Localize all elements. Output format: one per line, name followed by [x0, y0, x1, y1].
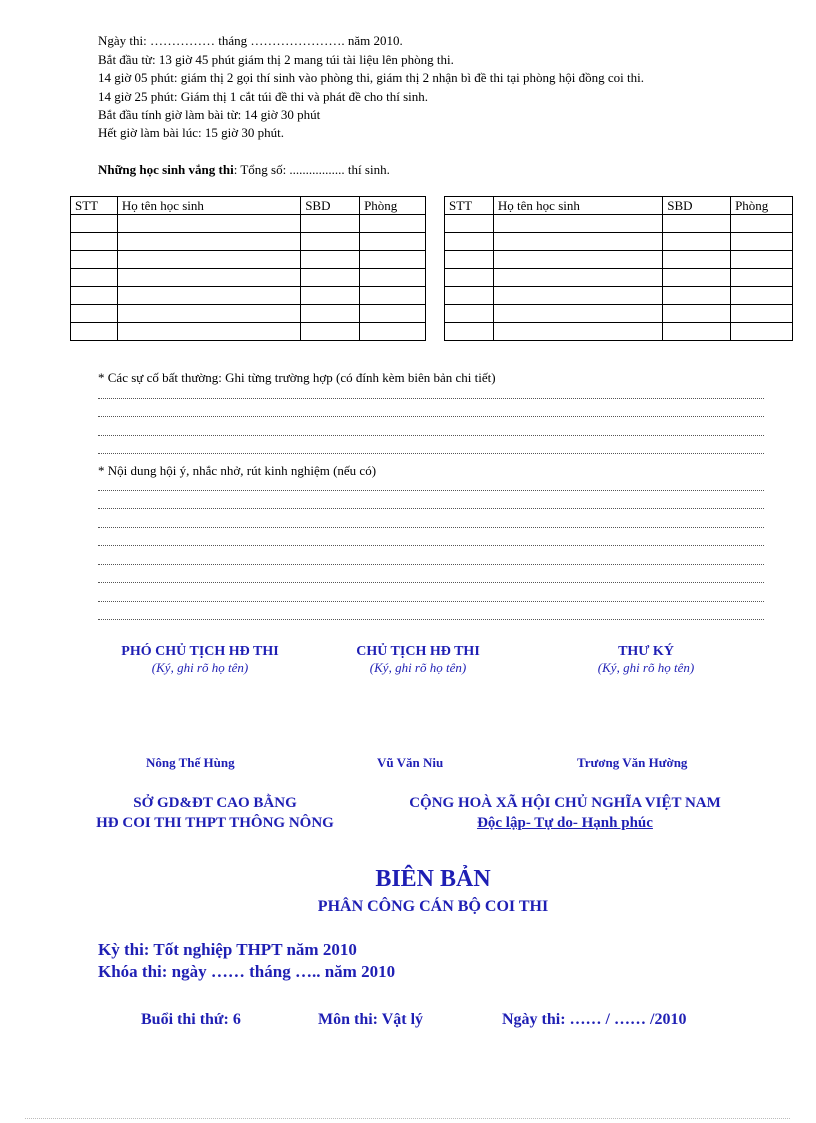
national-motto — [370, 815, 760, 832]
dotted-line — [98, 508, 764, 509]
absent-label: Những học sinh vắng thi — [98, 162, 234, 177]
table-row — [71, 287, 426, 305]
table-row — [445, 269, 793, 287]
signer-name: Trương Văn Hường — [577, 755, 688, 770]
table-row — [445, 287, 793, 305]
dotted-line — [98, 453, 764, 454]
dotted-line — [98, 619, 764, 620]
signature-instruction: (Ký, ghi rõ họ tên) — [597, 660, 695, 675]
table-row — [71, 305, 426, 323]
exam-session: Buổi thi thứ: 6 — [141, 1011, 241, 1028]
table-row — [71, 323, 426, 341]
table-row — [445, 215, 793, 233]
signature-chair — [318, 644, 518, 676]
page-break — [25, 1118, 790, 1119]
council-name: HĐ COI THI THPT THÔNG NÔNG — [96, 815, 334, 831]
col-name: Họ tên học sinh — [117, 197, 300, 215]
col-room: Phòng — [731, 197, 793, 215]
distribute-exam-line: 14 giờ 25 phút: Giám thị 1 cắt túi đề thi và phát đề cho thí sinh. — [98, 89, 429, 104]
signature-instruction: (Ký, ghi rõ họ tên) — [151, 660, 249, 675]
signature-title: THƯ KÝ — [618, 644, 674, 659]
dotted-line — [98, 545, 764, 546]
col-sbd: SBD — [301, 197, 360, 215]
table-row — [445, 323, 793, 341]
review-label: * Nội dung hội ý, nhắc nhở, rút kinh nghiệm (nếu có) — [98, 463, 377, 478]
table-row — [71, 269, 426, 287]
col-stt: STT — [445, 197, 494, 215]
dotted-line — [98, 564, 764, 565]
dotted-line — [98, 435, 764, 436]
document-subtitle: PHÂN CÔNG CÁN BỘ COI THI — [317, 898, 549, 915]
table-row — [71, 251, 426, 269]
col-stt: STT — [71, 197, 118, 215]
dotted-line — [98, 398, 764, 399]
dotted-line — [98, 582, 764, 583]
motto-text: Độc lập- Tự do- Hạnh phúc — [477, 815, 653, 831]
dotted-line — [98, 601, 764, 602]
table-row — [445, 251, 793, 269]
table-header-row — [71, 197, 426, 215]
exam-course: Khóa thi: ngày …… tháng ….. năm 2010 — [98, 962, 396, 981]
call-students-line: 14 giờ 05 phút: giám thị 2 gọi thí sinh vào phòng thi, giám thị 2 nhận bì đề thi tại phòng hội đồng coi thi. — [98, 70, 644, 85]
table-header-row — [445, 197, 793, 215]
signature-vice-chair — [90, 644, 310, 676]
absent-line — [98, 160, 390, 179]
col-room: Phòng — [360, 197, 426, 215]
col-name: Họ tên học sinh — [493, 197, 662, 215]
national-title: CỘNG HOÀ XÃ HỘI CHỦ NGHĨA VIỆT NAM — [409, 795, 721, 811]
exam-date-line: Ngày thi: …………… tháng …………………. năm 2010. — [98, 33, 403, 48]
exam-subject: Môn thi: Vật lý — [318, 1011, 424, 1028]
signer-name: Nông Thế Hùng — [146, 755, 235, 770]
absent-table-right — [444, 196, 793, 341]
absent-table-left — [70, 196, 426, 341]
timing-end-line: Hết giờ làm bài lúc: 15 giờ 30 phút. — [98, 125, 284, 140]
table-row — [71, 233, 426, 251]
dotted-line — [98, 490, 764, 491]
signature-title: CHỦ TỊCH HĐ THI — [356, 644, 480, 659]
timing-start-line: Bắt đầu tính giờ làm bài từ: 14 giờ 30 phút — [98, 107, 321, 122]
exam-name: Kỳ thi: Tốt nghiệp THPT năm 2010 — [98, 940, 357, 959]
col-sbd: SBD — [663, 197, 731, 215]
dotted-line — [98, 527, 764, 528]
signature-title: PHÓ CHỦ TỊCH HĐ THI — [121, 644, 279, 659]
exam-date: Ngày thi: …… / …… /2010 — [502, 1011, 687, 1028]
incidents-label: * Các sự cố bất thường: Ghi từng trường hợp (có đính kèm biên bản chi tiết) — [98, 370, 496, 385]
start-time-line: Bắt đầu từ: 13 giờ 45 phút giám thị 2 mang túi tài liệu lên phòng thi. — [98, 52, 454, 67]
table-row — [445, 305, 793, 323]
signature-instruction: (Ký, ghi rõ họ tên) — [369, 660, 467, 675]
table-row — [71, 215, 426, 233]
signer-name: Vũ Văn Niu — [377, 755, 444, 770]
table-row — [445, 233, 793, 251]
org-name: SỞ GD&ĐT CAO BẰNG — [133, 795, 297, 811]
document-title: BIÊN BẢN — [375, 866, 491, 892]
absent-total: : Tổng số: ................. thí sinh. — [233, 162, 390, 177]
dotted-line — [98, 416, 764, 417]
signature-secretary — [556, 644, 736, 676]
